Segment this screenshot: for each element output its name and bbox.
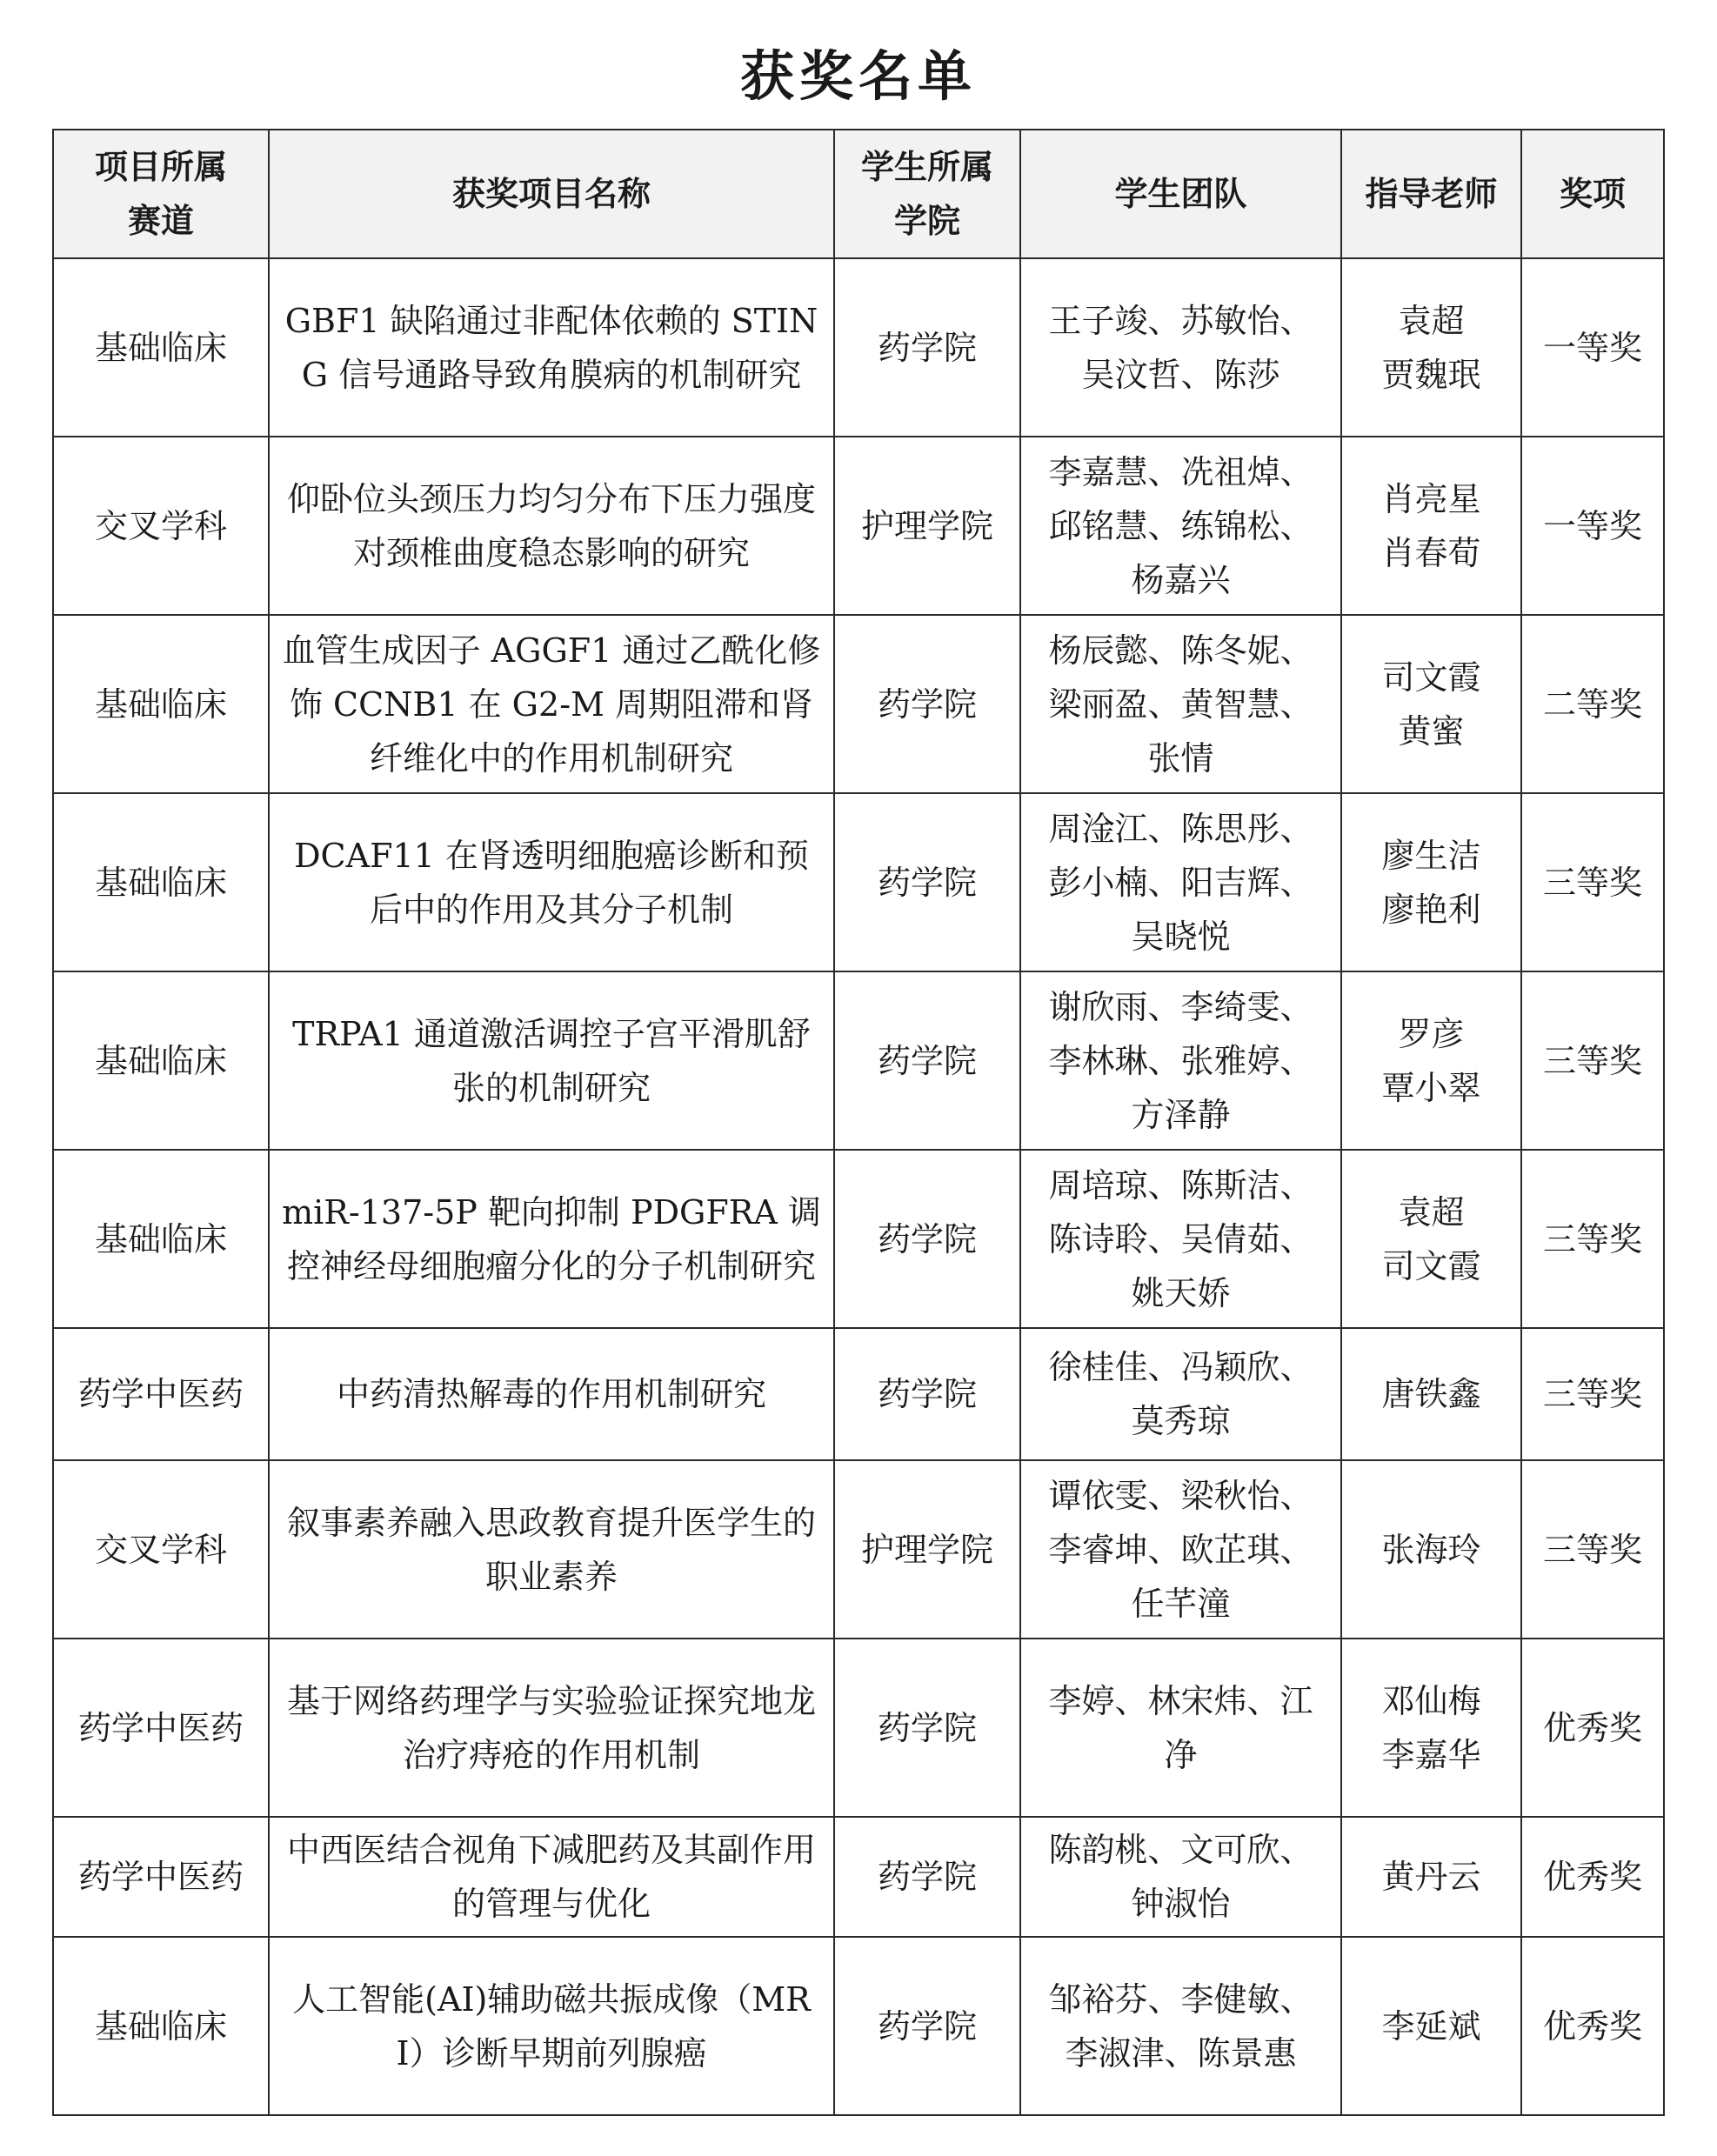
cell-team: 邹裕芬、李健敏、李淑津、陈景惠 (1020, 1937, 1341, 2115)
table-row (53, 1150, 1664, 1328)
cell-project: GBF1 缺陷通过非配体依赖的 STING 信号通路导致角膜病的机制研究 (269, 258, 834, 437)
cell-team: 周淦江、陈思彤、彭小楠、阳吉辉、吴晓悦 (1020, 793, 1341, 971)
cell-college: 药学院 (834, 615, 1020, 793)
cell-track: 基础临床 (53, 793, 269, 971)
cell-track: 基础临床 (53, 615, 269, 793)
cell-award: 优秀奖 (1521, 1639, 1664, 1817)
cell-project: miR-137-5P 靶向抑制 PDGFRA 调控神经母细胞瘤分化的分子机制研究 (269, 1150, 834, 1328)
table-row (53, 258, 1664, 437)
cell-advisor: 罗彦 覃小翠 (1341, 971, 1521, 1150)
cell-award: 一等奖 (1521, 258, 1664, 437)
cell-project: 基于网络药理学与实验验证探究地龙治疗痔疮的作用机制 (269, 1639, 834, 1817)
cell-college: 药学院 (834, 258, 1020, 437)
cell-award: 优秀奖 (1521, 1937, 1664, 2115)
cell-track: 基础临床 (53, 971, 269, 1150)
cell-project: 仰卧位头颈压力均匀分布下压力强度对颈椎曲度稳态影响的研究 (269, 437, 834, 615)
header-college: 学生所属 学院 (834, 130, 1020, 258)
cell-award: 三等奖 (1521, 1460, 1664, 1639)
cell-project: 血管生成因子 AGGF1 通过乙酰化修饰 CCNB1 在 G2-M 周期阻滞和肾纤维化中的作用机制研究 (269, 615, 834, 793)
cell-college: 药学院 (834, 1639, 1020, 1817)
cell-award: 一等奖 (1521, 437, 1664, 615)
cell-advisor: 李延斌 (1341, 1937, 1521, 2115)
cell-college: 药学院 (834, 971, 1020, 1150)
page-title: 获奖名单 (739, 44, 977, 108)
header-project: 获奖项目名称 (269, 130, 834, 258)
cell-advisor: 肖亮星 肖春荀 (1341, 437, 1521, 615)
cell-college: 药学院 (834, 793, 1020, 971)
cell-track: 药学中医药 (53, 1328, 269, 1460)
header-advisor: 指导老师 (1341, 130, 1521, 258)
cell-advisor: 廖生洁 廖艳利 (1341, 793, 1521, 971)
cell-project: TRPA1 通道激活调控子宫平滑肌舒张的机制研究 (269, 971, 834, 1150)
cell-college: 护理学院 (834, 1460, 1020, 1639)
table-row (53, 615, 1664, 793)
cell-project: 叙事素养融入思政教育提升医学生的职业素养 (269, 1460, 834, 1639)
header-team: 学生团队 (1020, 130, 1341, 258)
table-row (53, 1817, 1664, 1937)
table-row (53, 1639, 1664, 1817)
awards-table (52, 129, 1665, 2116)
cell-award: 三等奖 (1521, 1150, 1664, 1328)
cell-award: 二等奖 (1521, 615, 1664, 793)
cell-project: 中药清热解毒的作用机制研究 (269, 1328, 834, 1460)
cell-project: 中西医结合视角下减肥药及其副作用的管理与优化 (269, 1817, 834, 1937)
cell-team: 杨辰懿、陈冬妮、梁丽盈、黄智慧、张情 (1020, 615, 1341, 793)
header-award: 奖项 (1521, 130, 1664, 258)
cell-advisor: 邓仙梅 李嘉华 (1341, 1639, 1521, 1817)
cell-track: 基础临床 (53, 1937, 269, 2115)
cell-advisor: 袁超 贾魏珉 (1341, 258, 1521, 437)
cell-team: 陈韵桃、文可欣、钟淑怡 (1020, 1817, 1341, 1937)
cell-team: 李嘉慧、冼祖焯、邱铭慧、练锦松、杨嘉兴 (1020, 437, 1341, 615)
cell-college: 药学院 (834, 1817, 1020, 1937)
cell-track: 药学中医药 (53, 1817, 269, 1937)
cell-advisor: 黄丹云 (1341, 1817, 1521, 1937)
cell-track: 基础临床 (53, 258, 269, 437)
cell-advisor: 张海玲 (1341, 1460, 1521, 1639)
cell-track: 基础临床 (53, 1150, 269, 1328)
table-row (53, 1460, 1664, 1639)
cell-team: 王子竣、苏敏怡、吴汶哲、陈莎 (1020, 258, 1341, 437)
table-row (53, 437, 1664, 615)
cell-award: 优秀奖 (1521, 1817, 1664, 1937)
cell-track: 药学中医药 (53, 1639, 269, 1817)
cell-advisor: 袁超 司文霞 (1341, 1150, 1521, 1328)
cell-team: 周培琼、陈斯洁、陈诗聆、吴倩茹、姚天娇 (1020, 1150, 1341, 1328)
cell-team: 李婷、林宋炜、江净 (1020, 1639, 1341, 1817)
cell-award: 三等奖 (1521, 793, 1664, 971)
cell-project: DCAF11 在肾透明细胞癌诊断和预后中的作用及其分子机制 (269, 793, 834, 971)
table-row (53, 1328, 1664, 1460)
cell-team: 谢欣雨、李绮雯、李林琳、张雅婷、方泽静 (1020, 971, 1341, 1150)
header-track: 项目所属 赛道 (53, 130, 269, 258)
cell-award: 三等奖 (1521, 971, 1664, 1150)
cell-track: 交叉学科 (53, 1460, 269, 1639)
cell-advisor: 唐铁鑫 (1341, 1328, 1521, 1460)
cell-college: 药学院 (834, 1150, 1020, 1328)
cell-college: 药学院 (834, 1937, 1020, 2115)
cell-project: 人工智能(AI)辅助磁共振成像（MRI）诊断早期前列腺癌 (269, 1937, 834, 2115)
table-row (53, 793, 1664, 971)
cell-team: 徐桂佳、冯颖欣、莫秀琼 (1020, 1328, 1341, 1460)
table-header-row (53, 130, 1664, 258)
cell-advisor: 司文霞 黄蜜 (1341, 615, 1521, 793)
cell-team: 谭依雯、梁秋怡、李睿坤、欧芷琪、任芊潼 (1020, 1460, 1341, 1639)
table-row (53, 1937, 1664, 2115)
cell-track: 交叉学科 (53, 437, 269, 615)
cell-college: 药学院 (834, 1328, 1020, 1460)
cell-college: 护理学院 (834, 437, 1020, 615)
table-row (53, 971, 1664, 1150)
cell-award: 三等奖 (1521, 1328, 1664, 1460)
